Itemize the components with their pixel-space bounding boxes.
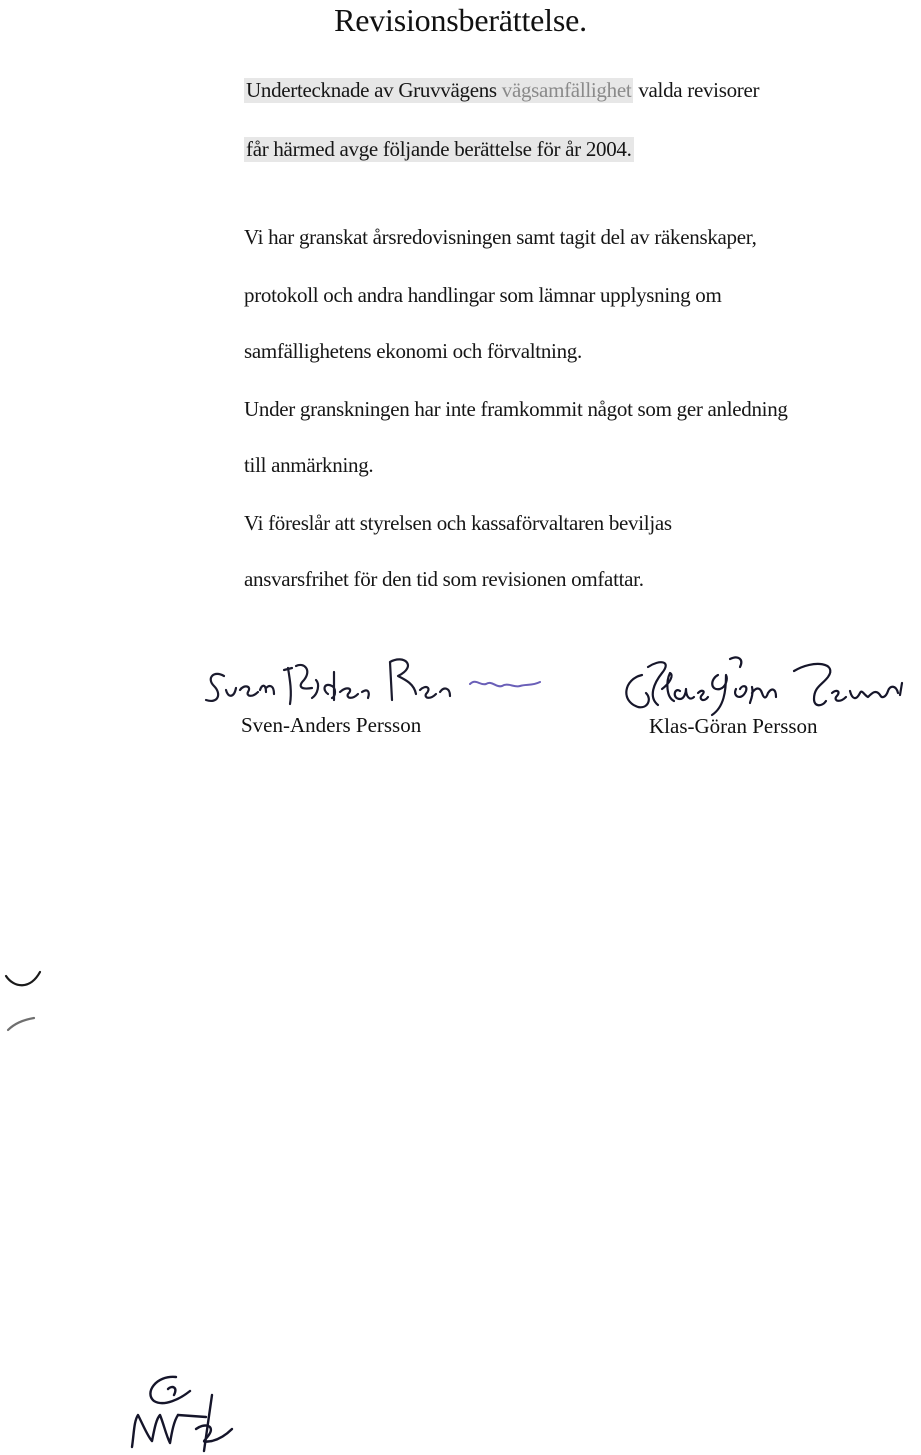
intro-highlight-1 <box>244 78 633 103</box>
handwritten-initials <box>120 1355 250 1455</box>
body-line-5: till anmärkning. <box>244 453 374 477</box>
body-line-3: samfällighetens ekonomi och förvaltning. <box>244 339 582 363</box>
margin-tick-mark <box>0 958 60 1048</box>
intro-text-2: får härmed avge följande berättelse för år 2004. <box>246 137 632 161</box>
body-line-4: Under granskningen har inte framkommit något som ger anledning <box>244 397 788 421</box>
handwritten-signature-sven-anders <box>200 640 550 715</box>
intro-line-1 <box>244 76 921 104</box>
body-line-2: protokoll och andra handlingar som lämnar upplysning om <box>244 283 722 307</box>
body-line-1: Vi har granskat årsredovisningen samt tagit del av räkenskaper, <box>244 225 757 249</box>
intro-text-1b: vägsamfällighet <box>501 78 632 102</box>
signature-name-2: Klas-Göran Persson <box>649 714 818 738</box>
intro-text-1c: valda revisorer <box>638 78 760 102</box>
body-line-6: Vi föreslår att styrelsen och kassaförvaltaren beviljas <box>244 511 672 535</box>
body-line-7: ansvarsfrihet för den tid som revisionen omfattar. <box>244 567 644 591</box>
signature-name-1: Sven-Anders Persson <box>241 713 422 737</box>
intro-line-2 <box>244 135 921 163</box>
document-title: Revisionsberättelse. <box>334 2 587 38</box>
intro-text-1a: Undertecknade av Gruvvägens <box>246 78 497 102</box>
handwritten-signature-klas-goran <box>618 645 913 720</box>
